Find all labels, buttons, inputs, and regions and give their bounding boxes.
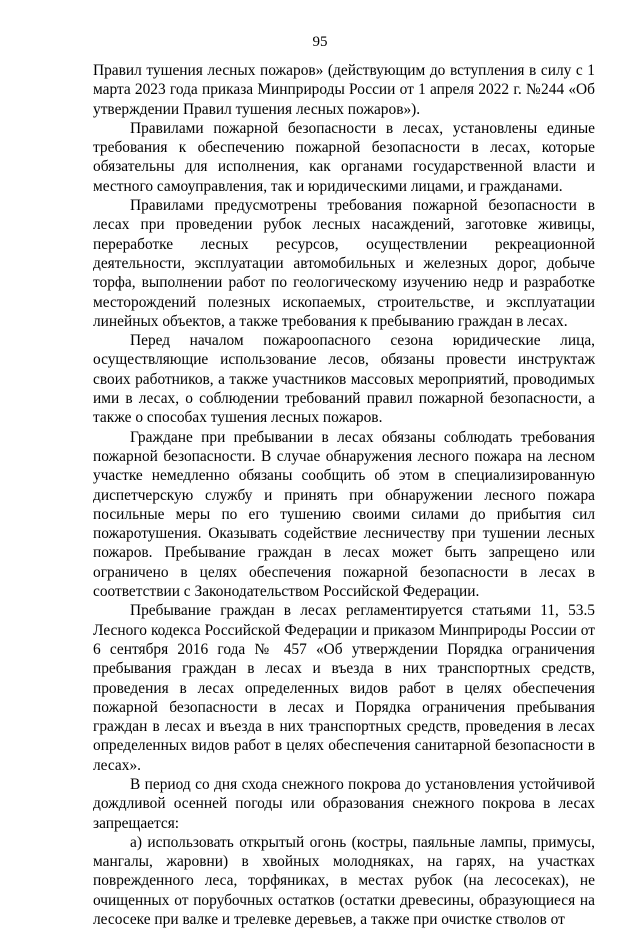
paragraph-continuation: Правил тушения лесных пожаров» (действующим до вступления в силу с 1 марта 2023 года приказа Минприроды России от 1 апреля 2022 г. №244 «Об утверждении Правил тушения лесных пожаров»). — [93, 62, 595, 118]
paragraph: Правилами пожарной безопасности в лесах, установлены единые требования к обеспечению пожарной безопасности в лесах, которые обязательны для исполнения, как органами государственной власти и местного самоуправления, так и юридическими лицами, и гражданами. — [93, 119, 595, 195]
paragraph: Перед началом пожароопасного сезона юридические лица, осуществляющие использование лесов, обязаны провести инструктаж своих работников, а также участников массовых мероприятий, проводимых ими в лесах, о соблюдении требований правил пожарной безопасности, а также о способах тушения лесных пожаров. — [93, 332, 595, 427]
paragraph: Граждане при пребывании в лесах обязаны соблюдать требования пожарной безопасности. В случае обнаружения лесного пожара на лесном участке немедленно обязаны сообщить об этом в специализированную диспетчерскую службу и принять при обнаружении лесного пожара посильные меры по его тушению своими силами до прибытия сил пожаротушения. Оказывать содействие лесничеству при тушении лесных пожаров. Пребывание граждан в лесах может быть запрещено или ограничено в целях обеспечения пожарной безопасности в лесах в соответствии с Законодательством Российской Федерации. — [93, 428, 595, 601]
paragraph: В период со дня схода снежного покрова до установления устойчивой дождливой осенней погоды или образования снежного покрова в лесах запрещается: — [93, 775, 595, 832]
paragraph: Правилами предусмотрены требования пожарной безопасности в лесах при проведении рубок лесных насаждений, заготовке живицы, переработке лесных ресурсов, осуществлении рекреационной деятельности, эксплуатации автомобильных и железных дорог, добыче торфа, выполнении работ по геологическому изучению недр и разработке месторождений полезных ископаемых, строительстве, и эксплуатации линейных объектов, а также требования к пребыванию граждан в лесах. — [93, 197, 595, 330]
page-number: 95 — [312, 34, 328, 50]
list-item-paragraph: а) использовать открытый огонь (костры, паяльные лампы, примусы, мангалы, жаровни) в хвойных молодняках, на гарях, на участках поврежденного леса, торфяниках, в местах рубок (на лесосеках), не очищенных от порубочных остатков (остатки древесины, образующиеся на лесосеке при валке и трелевке деревьев, а также при очистке стволов от — [93, 833, 595, 929]
paragraph: Пребывание граждан в лесах регламентируется статьями 11, 53.5 Лесного кодекса Российской Федерации и приказом Минприроды России от 6 сентября 2016 года № 457 «Об утверждении Порядка ограничения пребывания граждан в лесах и въезда в них транспортных средств, проведения в лесах определенных видов работ в целях обеспечения пожарной безопасности в лесах и Порядка ограничения пребывания граждан в лесах и въезда в них транспортных средств, проведения в лесах определенных видов работ в целях обеспечения санитарной безопасности в лесах». — [93, 602, 595, 774]
document-body — [93, 61, 595, 929]
